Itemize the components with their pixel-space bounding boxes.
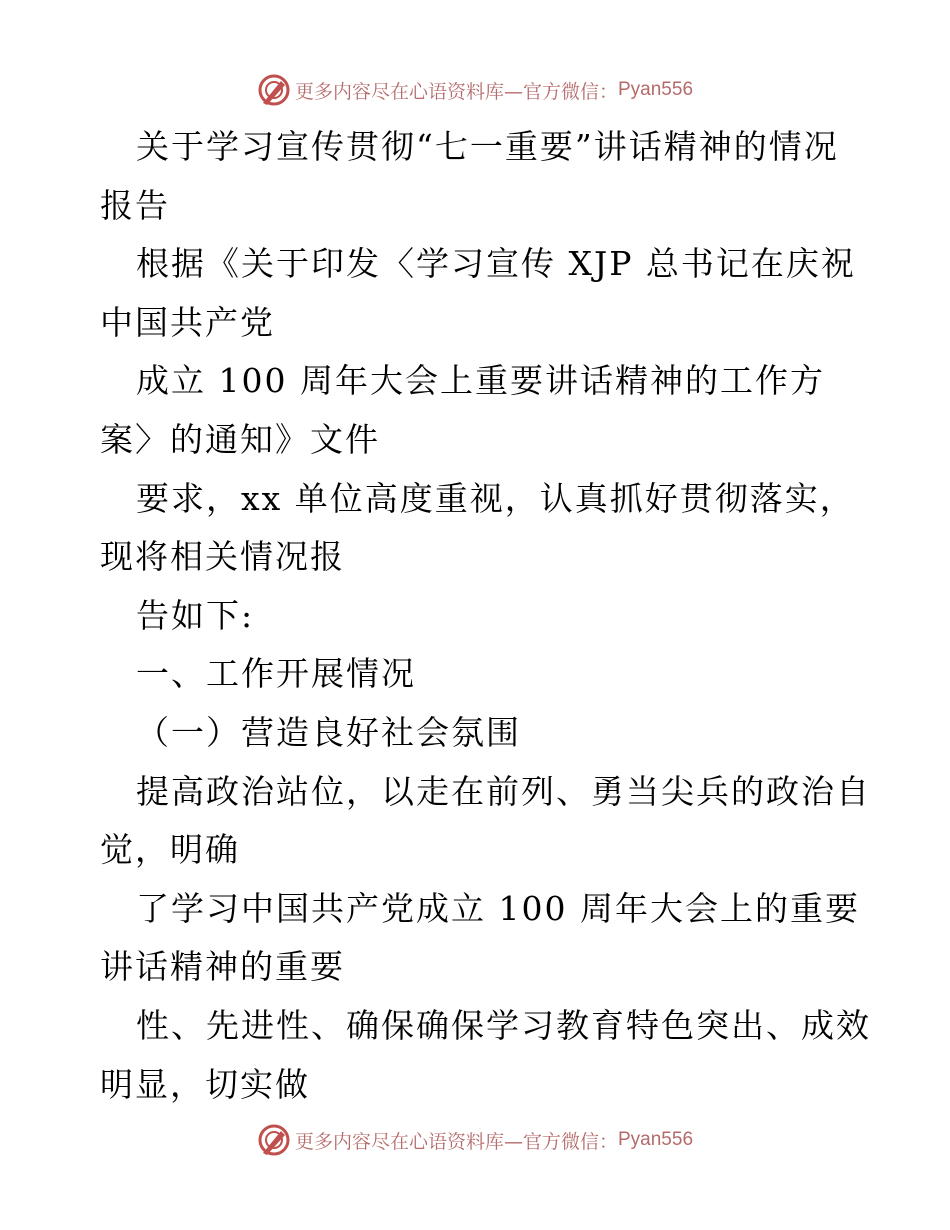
footer-watermark xyxy=(0,1120,950,1160)
document-line: 告如下: xyxy=(136,595,255,635)
document-line: 明显，切实做 xyxy=(100,1064,310,1104)
document-line: 报告 xyxy=(100,185,170,225)
watermark-text: 更多内容尽在心语资料库—官方微信： xyxy=(294,1130,618,1153)
logo-icon xyxy=(257,73,291,107)
document-line: 了学习中国共产党成立 100 周年大会上的重要 xyxy=(136,888,860,928)
logo-icon xyxy=(257,1123,291,1157)
document-line: 一、工作开展情况 xyxy=(136,654,416,694)
watermark-wechat-id: Pyan556 xyxy=(618,79,694,100)
document-line: 成立 100 周年大会上重要讲话精神的工作方 xyxy=(136,361,825,401)
document-line: 讲话精神的重要 xyxy=(100,947,345,987)
document-line: 觉，明确 xyxy=(100,830,240,870)
document-line: 提高政治站位，以走在前列、勇当尖兵的政治自 xyxy=(136,771,871,811)
document-line: 现将相关情况报 xyxy=(100,537,345,577)
document-line: 要求，xx 单位高度重视，认真抓好贯彻落实， xyxy=(136,478,855,518)
watermark-wechat-id: Pyan556 xyxy=(618,1129,694,1150)
document-line: 性、先进性、确保确保学习教育特色突出、成效 xyxy=(136,1005,871,1045)
document-line: 关于学习宣传贯彻“七一重要”讲话精神的情况 xyxy=(136,127,839,166)
watermark-text: 更多内容尽在心语资料库—官方微信： xyxy=(294,80,618,103)
document-line: （一）营造良好社会氛围 xyxy=(136,712,521,752)
document-body xyxy=(100,118,871,1114)
document-line: 根据《关于印发〈学习宣传 XJP 总书记在庆祝 xyxy=(136,244,856,284)
header-watermark xyxy=(0,70,950,110)
document-line: 案〉的通知》文件 xyxy=(100,419,380,459)
document-line: 中国共产党 xyxy=(100,302,275,342)
